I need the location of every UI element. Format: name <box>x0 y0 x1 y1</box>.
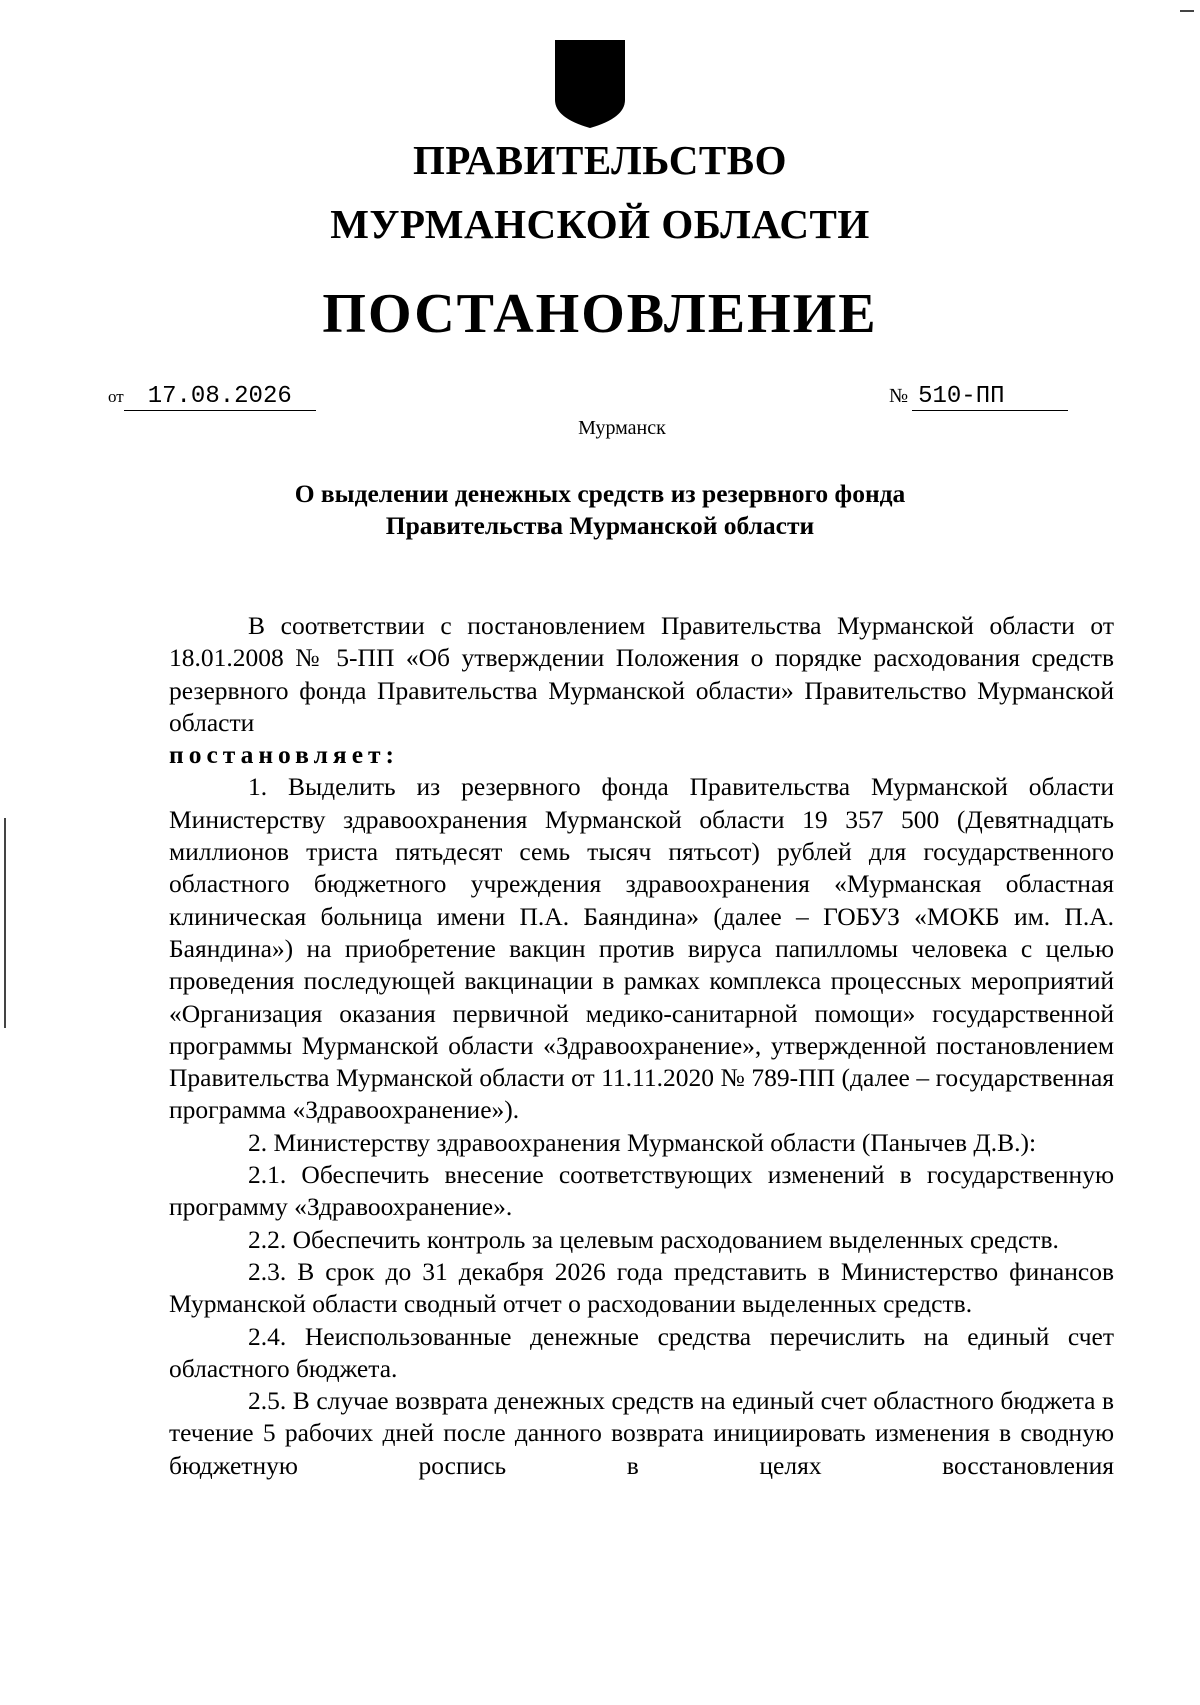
scan-margin-line <box>4 818 6 1028</box>
paragraph-2-3: 2.3. В срок до 31 декабря 2026 года представить в Министерство финансов Мурманской области сводный отчет о расходовании выделенных средств. <box>169 1256 1114 1319</box>
document-type-title: ПОСТАНОВЛЕНИЕ <box>322 283 878 345</box>
date-label: от <box>108 387 124 406</box>
paragraph-2-5: 2.5. В случае возврата денежных средств на единый счет областного бюджета в течение 5 рабочих дней после данного возврата инициировать изменения в сводную бюджетную роспись в целях восстановления <box>169 1386 1114 1480</box>
government-title-line1: ПРАВИТЕЛЬСТВО <box>412 137 788 183</box>
subject-line2: Правительства Мурманской области <box>385 511 815 540</box>
city-name: Мурманск <box>578 417 666 439</box>
government-title-line2: МУРМАНСКОЙ ОБЛАСТИ <box>330 201 870 247</box>
resolves-word: постановляет: <box>169 740 400 770</box>
number-label: № <box>889 385 909 407</box>
paragraph-2-4: 2.4. Неиспользованные денежные средства перечислить на единый счет областного бюджета. <box>169 1321 1114 1383</box>
date-value: 17.08.2026 <box>124 384 316 411</box>
preamble-paragraph: В соответствии с постановлением Правительства Мурманской области от 18.01.2008 № 5-ПП «Об утверждении Положения о порядке расходования средств резервного фонда Правительства Мурманской области» Правительство Мурманской области <box>169 611 1114 737</box>
document-body <box>169 610 1114 1482</box>
coat-of-arms-emblem <box>553 38 627 130</box>
scan-corner-mark <box>1180 10 1194 12</box>
document-date <box>108 384 316 411</box>
number-value: 510-ПП <box>912 384 1068 411</box>
document-number <box>889 384 1068 411</box>
subject-line1: О выделении денежных средств из резервного фонда <box>294 479 906 508</box>
paragraph-1: 1. Выделить из резервного фонда Правительства Мурманской области Министерству здравоохранения Мурманской области 19 357 500 (Девятнадцать миллионов триста пятьдесят семь тысяч пятьсот) рублей для государственного областного бюджетного учреждения здравоохранения «Мурманская областная клиническая больница имени П.А. Баяндина» (далее – ГОБУЗ «МОКБ им. П.А. Баяндина») на приобретение вакцин против вируса папилломы человека с целью проведения последующей вакцинации в рамках комплекса процессных мероприятий «Организация оказания первичной медико-санитарной помощи» государственной программы Мурманской области «Здравоохранение», утвержденной постановлением Правительства Мурманской области от 11.11.2020 № 789-ПП (далее – государственная программа «Здравоохранение»). <box>169 772 1114 1125</box>
paragraph-2-2: 2.2. Обеспечить контроль за целевым расходованием выделенных средств. <box>248 1224 1059 1254</box>
paragraph-2-1: 2.1. Обеспечить внесение соответствующих изменений в государственную программу «Здравоохранение». <box>169 1160 1114 1222</box>
document-subject <box>0 478 1200 542</box>
paragraph-2: 2. Министерству здравоохранения Мурманской области (Панычев Д.В.): <box>248 1127 1037 1157</box>
resolves-line <box>169 739 1114 771</box>
